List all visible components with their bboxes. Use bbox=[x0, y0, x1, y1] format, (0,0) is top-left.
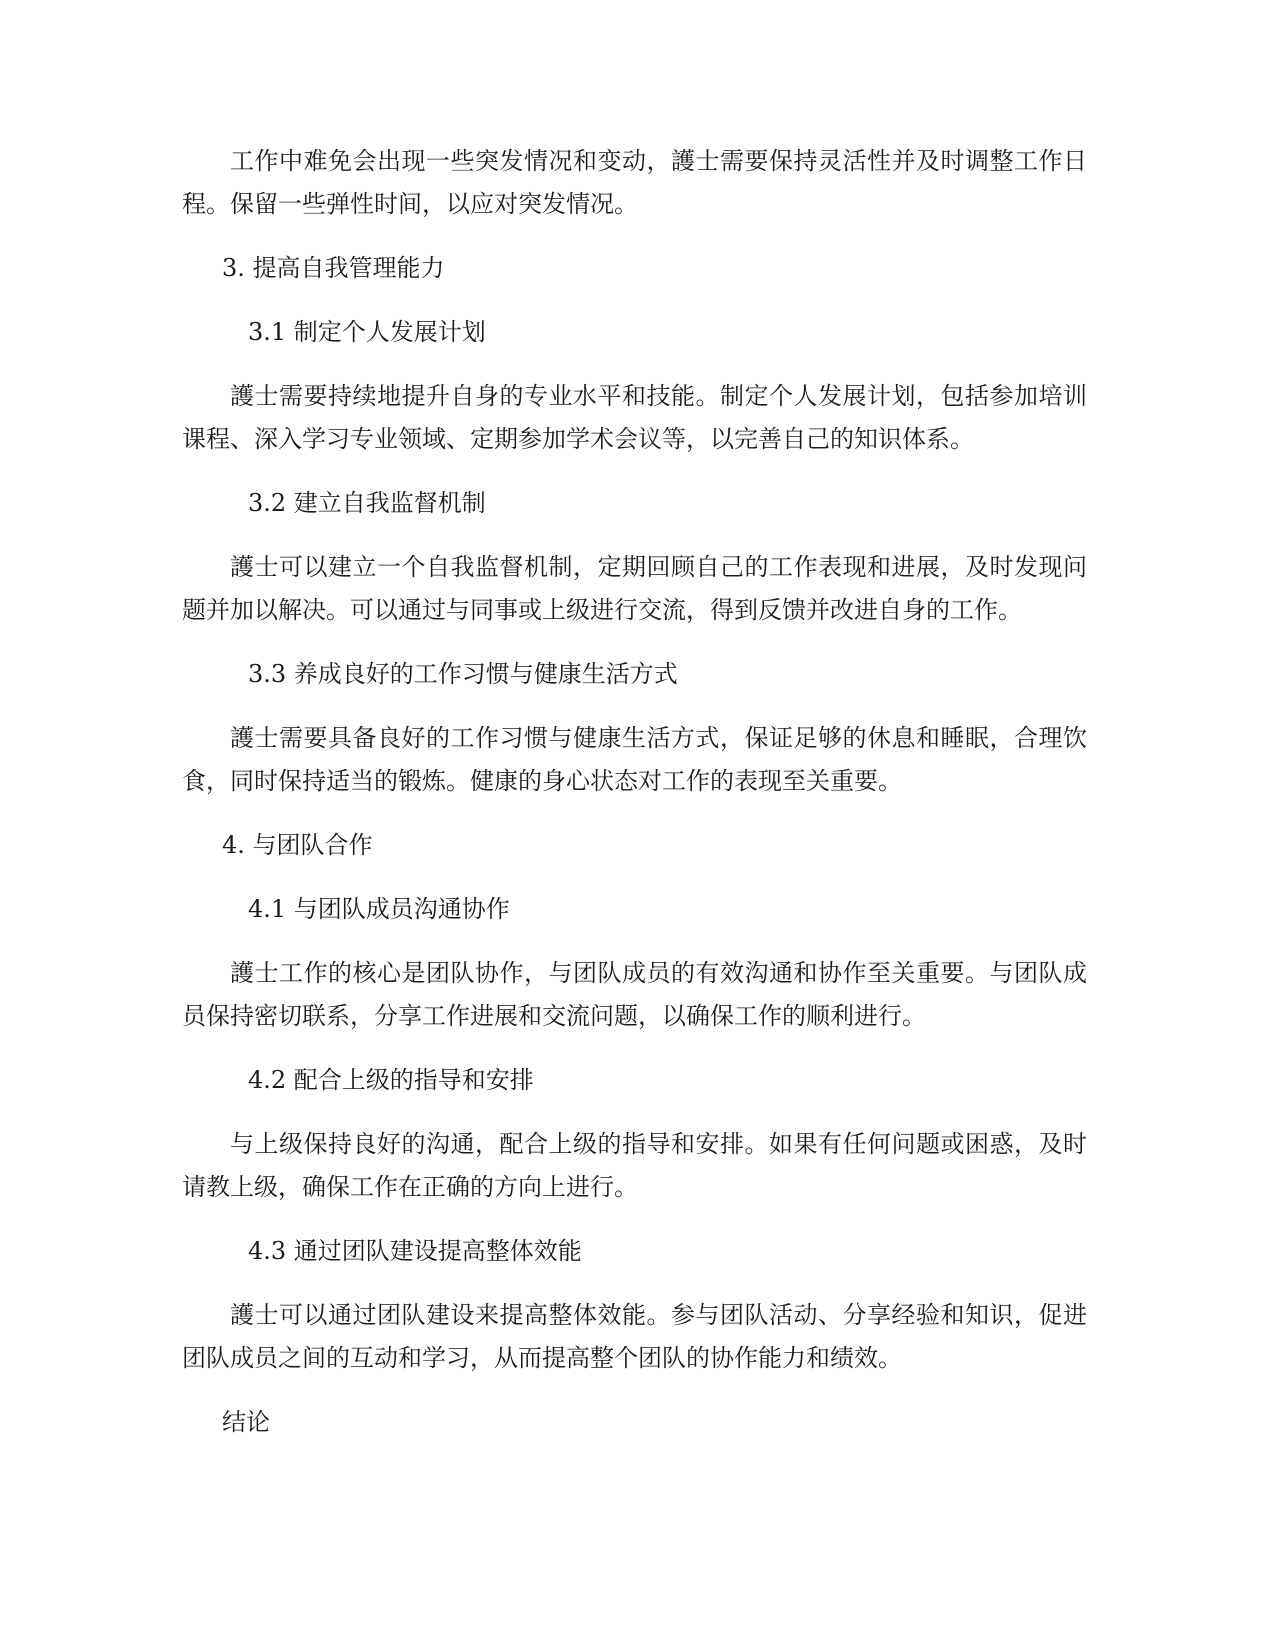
paragraph-team-building: 護士可以通过团队建设来提高整体效能。参与团队活动、分享经验和知识，促进团队成员之间的互动和学习，从而提高整个团队的协作能力和绩效。 bbox=[182, 1301, 1087, 1372]
subsection-heading-4-3: 4.3 通过团队建设提高整体效能 bbox=[248, 1237, 582, 1265]
paragraph-team-communication: 護士工作的核心是团队协作，与团队成员的有效沟通和协作至关重要。与团队成员保持密切联系，分享工作进展和交流问题，以确保工作的顺利进行。 bbox=[182, 959, 1087, 1030]
section-heading-teamwork: 4. 与团队合作 bbox=[222, 831, 373, 859]
subsection-heading-4-1: 4.1 与团队成员沟通协作 bbox=[248, 895, 510, 923]
section-heading-conclusion: 结论 bbox=[222, 1408, 270, 1436]
paragraph-healthy-habits: 護士需要具备良好的工作习惯与健康生活方式，保证足够的休息和睡眠，合理饮食，同时保持适当的锻炼。健康的身心状态对工作的表现至关重要。 bbox=[182, 724, 1087, 795]
subsection-heading-3-2: 3.2 建立自我监督机制 bbox=[248, 489, 486, 517]
document-page bbox=[182, 140, 1087, 1465]
paragraph-development-plan: 護士需要持续地提升自身的专业水平和技能。制定个人发展计划，包括参加培训课程、深入学习专业领域、定期参加学术会议等，以完善自己的知识体系。 bbox=[182, 382, 1087, 453]
paragraph-flexibility: 工作中难免会出现一些突发情况和变动，護士需要保持灵活性并及时调整工作日程。保留一些弹性时间，以应对突发情况。 bbox=[182, 147, 1087, 218]
subsection-heading-3-3: 3.3 养成良好的工作习惯与健康生活方式 bbox=[248, 660, 678, 688]
paragraph-self-supervision: 護士可以建立一个自我监督机制，定期回顾自己的工作表现和进展，及时发现问题并加以解决。可以通过与同事或上级进行交流，得到反馈并改进自身的工作。 bbox=[182, 553, 1087, 624]
subsection-heading-4-2: 4.2 配合上级的指导和安排 bbox=[248, 1066, 534, 1094]
section-heading-self-management: 3. 提高自我管理能力 bbox=[222, 254, 445, 282]
subsection-heading-3-1: 3.1 制定个人发展计划 bbox=[248, 318, 486, 346]
paragraph-supervisor-guidance: 与上级保持良好的沟通，配合上级的指导和安排。如果有任何问题或困惑，及时请教上级，确保工作在正确的方向上进行。 bbox=[182, 1130, 1087, 1201]
